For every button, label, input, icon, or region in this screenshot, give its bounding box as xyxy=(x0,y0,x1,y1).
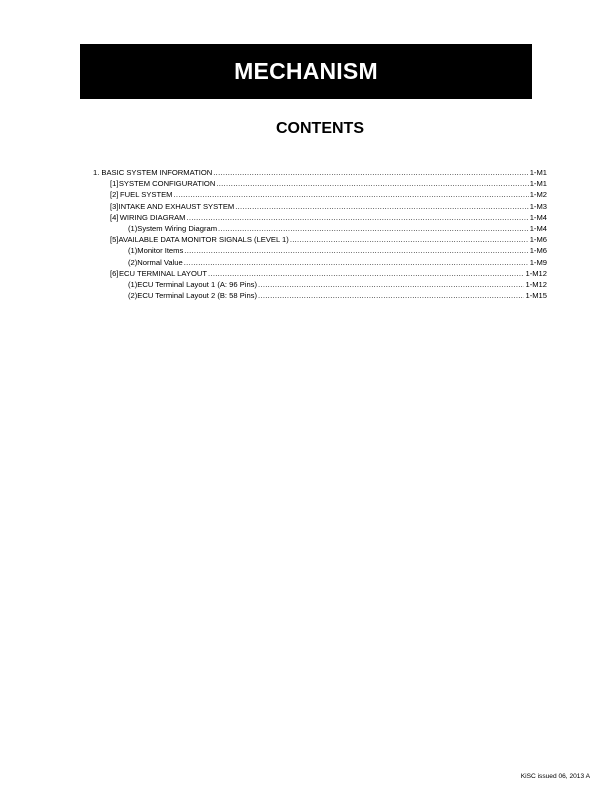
toc-entry-number: (1) xyxy=(128,280,138,290)
toc-entry-number: [6] xyxy=(110,268,119,278)
dot-leader xyxy=(184,245,528,256)
toc-entry-page: 1-M2 xyxy=(529,190,547,200)
toc-entry-number: (2) xyxy=(128,291,138,301)
toc-entry-number: (1) xyxy=(128,224,138,234)
dot-leader xyxy=(174,189,529,200)
toc-entry[interactable] xyxy=(93,178,547,189)
dot-leader xyxy=(290,234,529,245)
toc-entry-number: 1. xyxy=(93,168,100,177)
toc-entry-number: [3] xyxy=(110,201,119,211)
toc-entry[interactable] xyxy=(93,268,547,279)
toc-entry-number: (1) xyxy=(128,246,138,256)
toc-entry-title: BASIC SYSTEM INFORMATION xyxy=(101,168,213,177)
toc-entry[interactable] xyxy=(93,257,547,268)
toc-entry-title: ECU Terminal Layout 2 (B: 58 Pins) xyxy=(137,291,258,301)
dot-leader xyxy=(213,167,528,178)
toc-entry-title: SYSTEM CONFIGURATION xyxy=(118,179,216,189)
toc-entry-page: 1-M4 xyxy=(529,212,547,222)
section-banner xyxy=(80,44,532,99)
toc-entry-number: [4] xyxy=(110,212,119,222)
toc-entry-number: [5] xyxy=(110,235,119,245)
toc-entry-title: ECU Terminal Layout 1 (A: 96 Pins) xyxy=(137,280,258,290)
toc-entry-page: 1-M9 xyxy=(529,257,547,267)
toc-entry-title: INTAKE AND EXHAUST SYSTEM xyxy=(118,201,235,211)
toc-entry-page: 1-M12 xyxy=(525,280,547,290)
toc-entry-title: Monitor Items xyxy=(137,246,184,256)
toc-entry[interactable] xyxy=(93,223,547,234)
toc-entry[interactable] xyxy=(93,279,547,290)
dot-leader xyxy=(216,178,528,189)
toc-entry-title: ECU TERMINAL LAYOUT xyxy=(118,268,207,278)
toc-entry-page: 1-M1 xyxy=(529,179,547,189)
toc-entry[interactable] xyxy=(93,234,547,245)
toc-entry-number: [2] xyxy=(110,190,119,200)
toc-entry-page: 1-M1 xyxy=(529,168,547,177)
toc-entry-title: Normal Value xyxy=(137,257,183,267)
toc-entry-page: 1-M15 xyxy=(525,291,547,301)
toc-entry-title: AVAILABLE DATA MONITOR SIGNALS (LEVEL 1) xyxy=(118,235,289,245)
contents-heading: CONTENTS xyxy=(276,120,364,137)
toc-entry[interactable] xyxy=(93,212,547,223)
dot-leader xyxy=(258,279,524,290)
toc-entry[interactable] xyxy=(93,201,547,212)
dot-leader xyxy=(235,201,528,212)
dot-leader xyxy=(218,223,529,234)
toc-entry-number: [1] xyxy=(110,179,119,189)
toc-entry[interactable] xyxy=(93,189,547,200)
issue-footer: KiSC issued 06, 2013 A xyxy=(520,773,590,780)
toc-entry[interactable] xyxy=(93,290,547,301)
toc-entry-page: 1-M6 xyxy=(529,235,547,245)
toc-entry-title: WIRING DIAGRAM xyxy=(119,212,186,222)
table-of-contents xyxy=(93,167,547,301)
toc-entry-page: 1-M4 xyxy=(529,224,547,234)
dot-leader xyxy=(258,290,524,301)
toc-entry-page: 1-M6 xyxy=(529,246,547,256)
toc-entry-number: (2) xyxy=(128,257,138,267)
toc-entry[interactable] xyxy=(93,167,547,178)
dot-leader xyxy=(184,257,529,268)
toc-entry-page: 1-M12 xyxy=(525,268,547,278)
toc-entry-page: 1-M3 xyxy=(529,201,547,211)
dot-leader xyxy=(208,268,524,279)
section-title: MECHANISM xyxy=(234,58,378,84)
toc-entry-title: FUEL SYSTEM xyxy=(120,190,173,200)
toc-entry-title: System Wiring Diagram xyxy=(137,224,218,234)
toc-entry[interactable] xyxy=(93,245,547,256)
dot-leader xyxy=(187,212,529,223)
